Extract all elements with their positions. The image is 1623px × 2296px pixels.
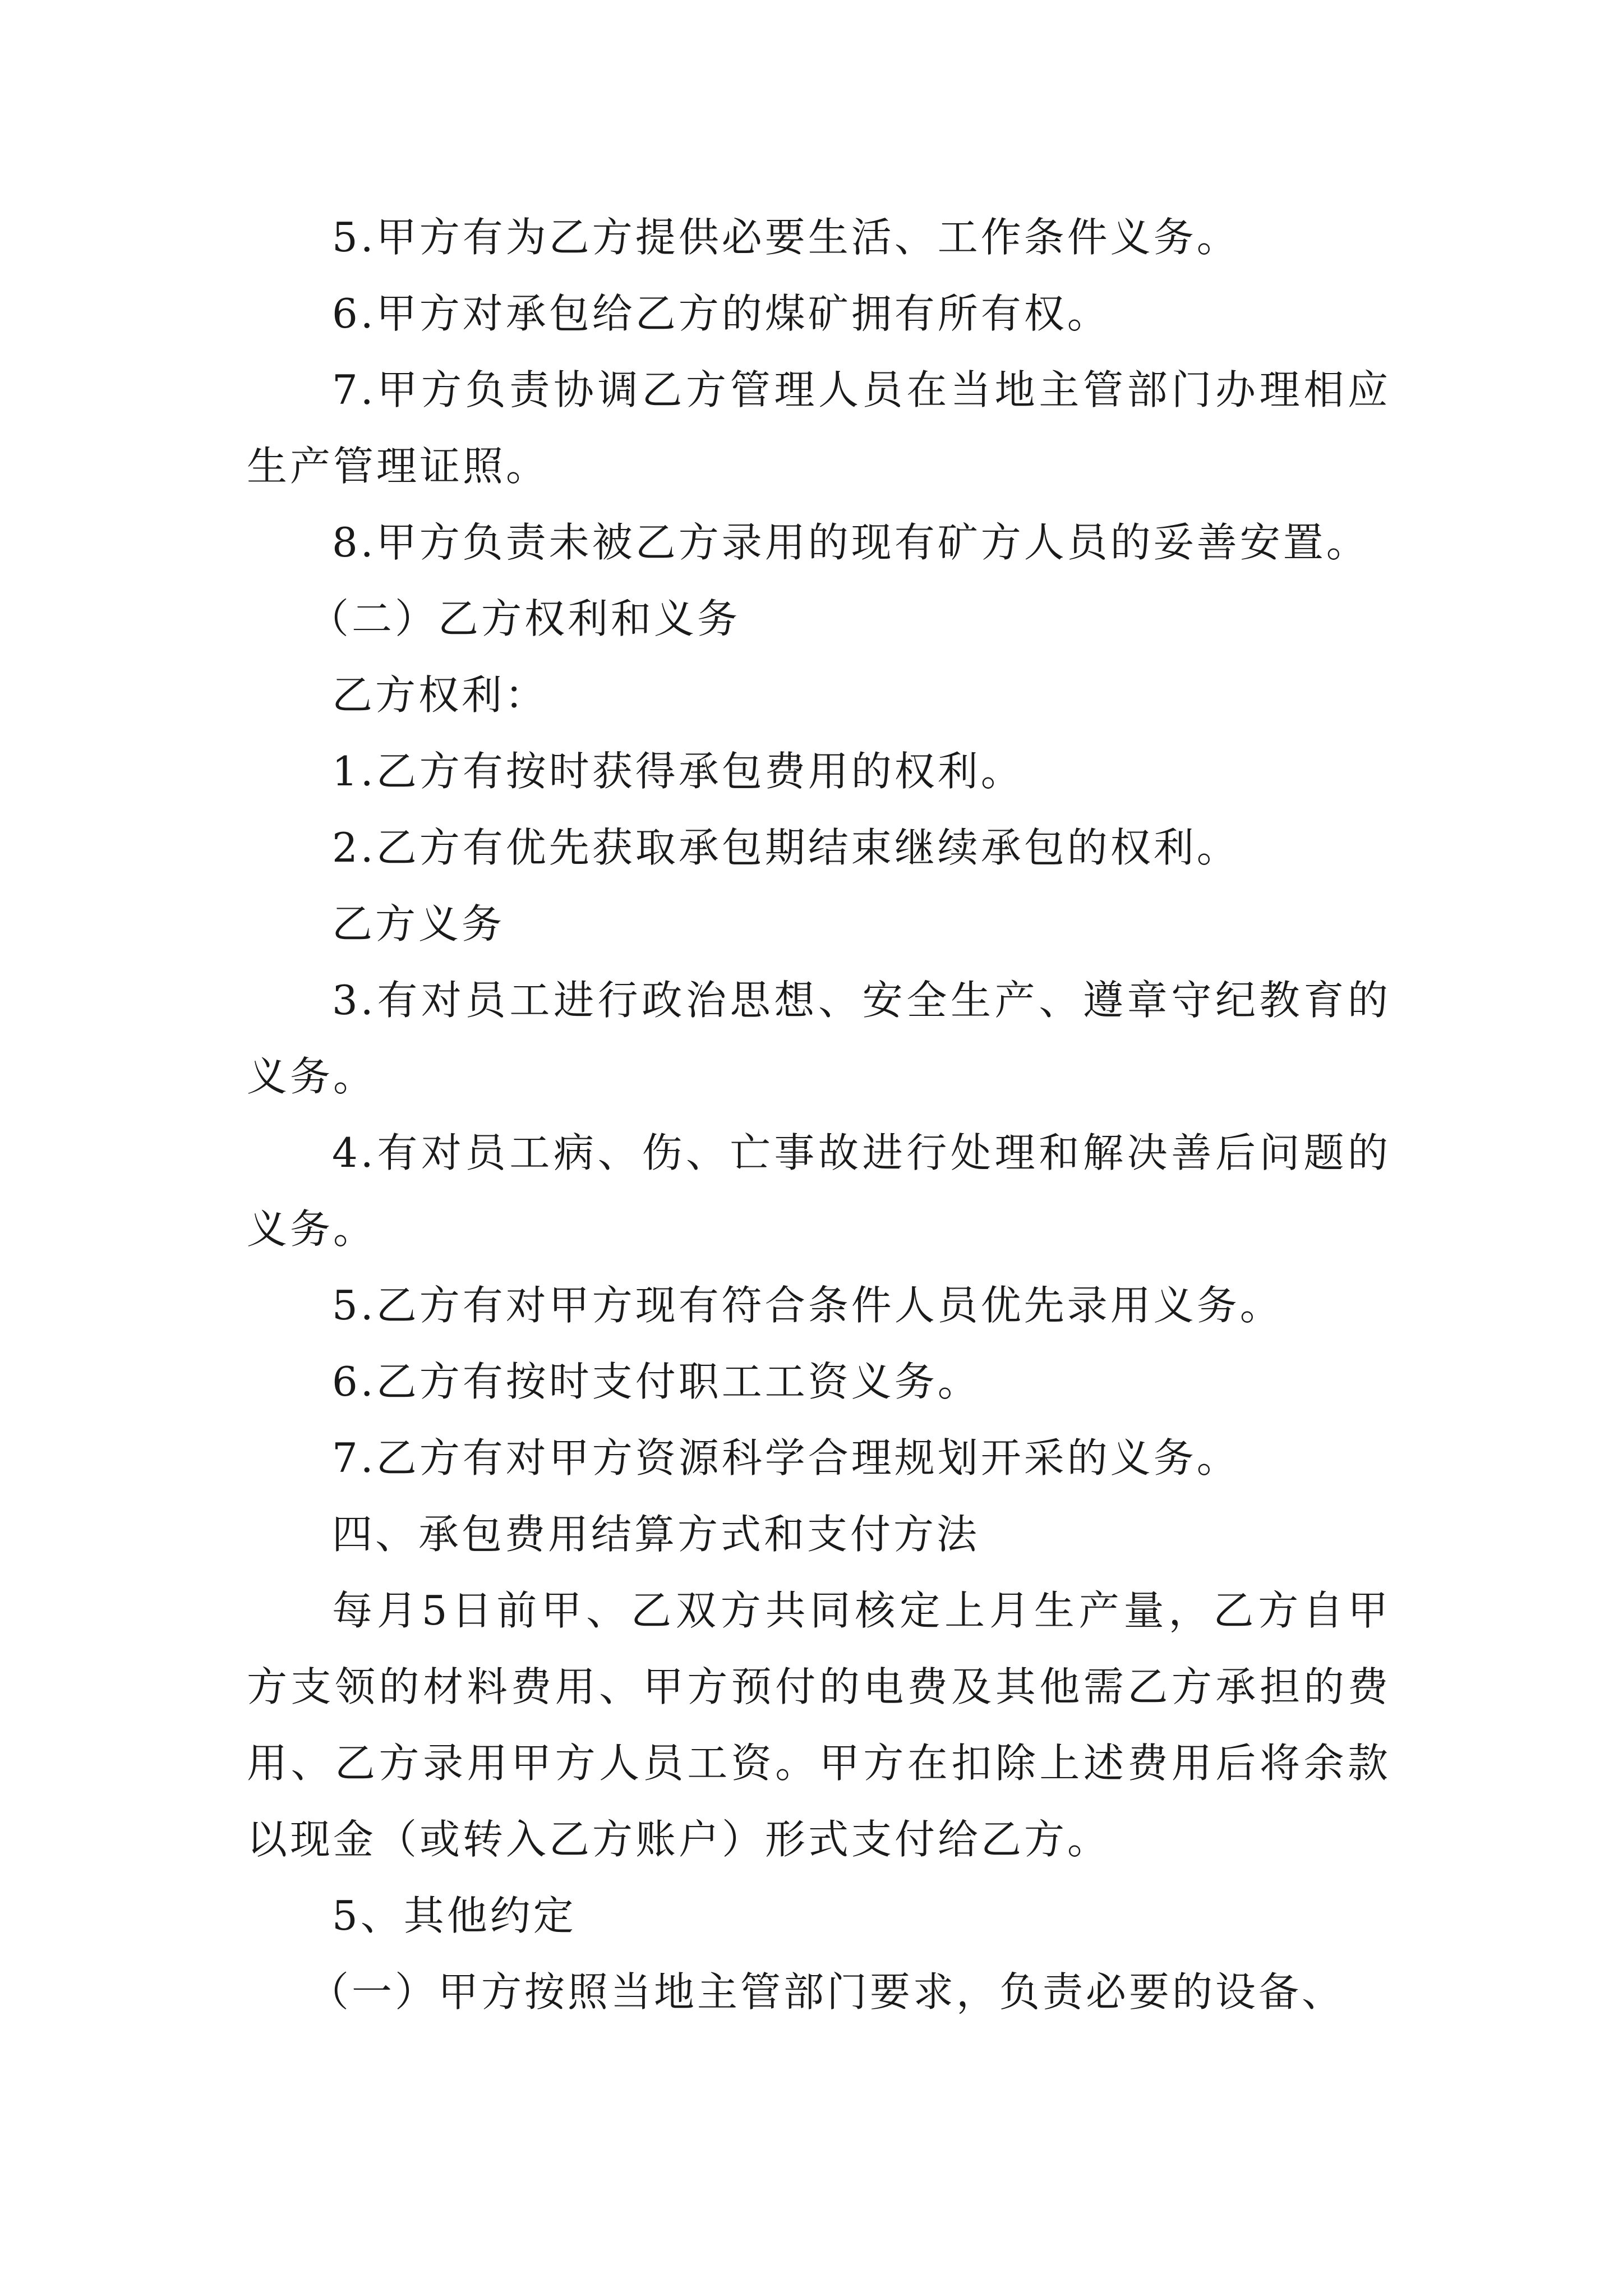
- paragraph-item-5-party-a: 5.甲方有为乙方提供必要生活、工作条件义务。: [332, 214, 1240, 261]
- subheading-party-b-rights: 乙方权利：: [332, 671, 548, 719]
- subheading-party-b-obligations: 乙方义务: [332, 900, 505, 947]
- paragraph-item-3-party-b: 3.有对员工进行政治思想、安全生产、遵章守纪教育的义务。: [247, 977, 1391, 1100]
- section-heading-party-b: （二）乙方权利和义务: [308, 595, 741, 642]
- paragraph-item-5-party-b: 5.乙方有对甲方现有符合条件人员优先录用义务。: [332, 1282, 1283, 1329]
- paragraph-settlement-details: 每月5日前甲、乙双方共同核定上月生产量，乙方自甲方支领的材料费用、甲方预付的电费及其他需乙方承担的费用、乙方录用甲方人员工资。甲方在扣除上述费用后将余款以现金（或转入乙方账户）形式支付给乙方。: [247, 1587, 1391, 1863]
- paragraph-item-7-party-b: 7.乙方有对甲方资源科学合理规划开采的义务。: [332, 1434, 1240, 1481]
- paragraph-item-4-party-b: 4.有对员工病、伤、亡事故进行处理和解决善后问题的义务。: [247, 1129, 1391, 1253]
- paragraph-item-6-party-b: 6.乙方有按时支付职工工资义务。: [332, 1358, 981, 1405]
- paragraph-item-8-party-a: 8.甲方负责未被乙方录用的现有矿方人员的妥善安置。: [332, 519, 1370, 566]
- paragraph-item-7-party-a: 7.甲方负责协调乙方管理人员在当地主管部门办理相应生产管理证照。: [247, 366, 1391, 490]
- paragraph-item-1-party-b: 1.乙方有按时获得承包费用的权利。: [332, 748, 1024, 795]
- section-heading-settlement: 四、承包费用结算方式和支付方法: [332, 1511, 980, 1558]
- document-body: [247, 199, 1391, 2030]
- paragraph-item-6-party-a: 6.甲方对承包给乙方的煤矿拥有所有权。: [332, 290, 1110, 337]
- paragraph-item-2-party-b: 2.乙方有优先获取承包期结束继续承包的权利。: [332, 824, 1240, 871]
- paragraph-other-item-1: （一）甲方按照当地主管部门要求，负责必要的设备、: [308, 1968, 1345, 2016]
- section-heading-other-agreements: 5、其他约定: [332, 1892, 577, 1939]
